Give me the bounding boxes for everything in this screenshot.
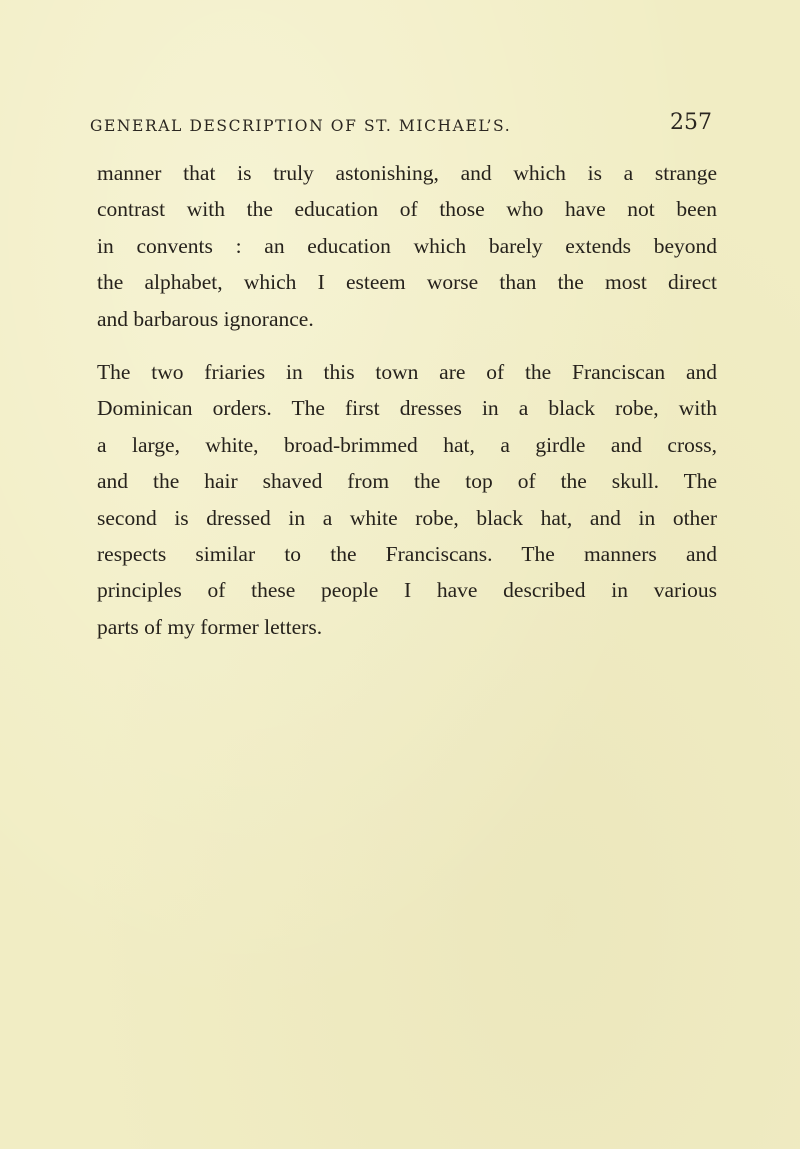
text-line: a large, white, broad-brimmed hat, a girdle and cross, — [97, 432, 717, 457]
text-line: second is dressed in a white robe, black hat, and in other — [97, 505, 717, 530]
text-line: respects similar to the Franciscans. The manners and — [97, 542, 717, 567]
paragraph-1 — [97, 155, 717, 337]
text-line: the alphabet, which I esteem worse than the most direct — [97, 270, 717, 295]
text-line: Dominican orders. The first dresses in a black robe, with — [97, 396, 717, 421]
text-line: The two friaries in this town are of the Franciscan and — [97, 360, 717, 384]
paragraph-2 — [97, 354, 717, 645]
text-line: principles of these people I have described in various — [97, 578, 717, 603]
running-title: GENERAL DESCRIPTION OF ST. MICHAEL’S. — [90, 117, 512, 135]
text-line: in convents : an education which barely extends beyond — [97, 233, 717, 258]
text-line: contrast with the education of those who have not been — [97, 197, 717, 222]
text-line: manner that is truly astonishing, and which is a strange — [97, 161, 717, 185]
page-number: 257 — [670, 110, 712, 135]
text-line: and barbarous ignorance. — [97, 306, 314, 331]
text-line: parts of my former letters. — [97, 614, 323, 639]
text-line: and the hair shaved from the top of the skull. The — [97, 469, 717, 494]
